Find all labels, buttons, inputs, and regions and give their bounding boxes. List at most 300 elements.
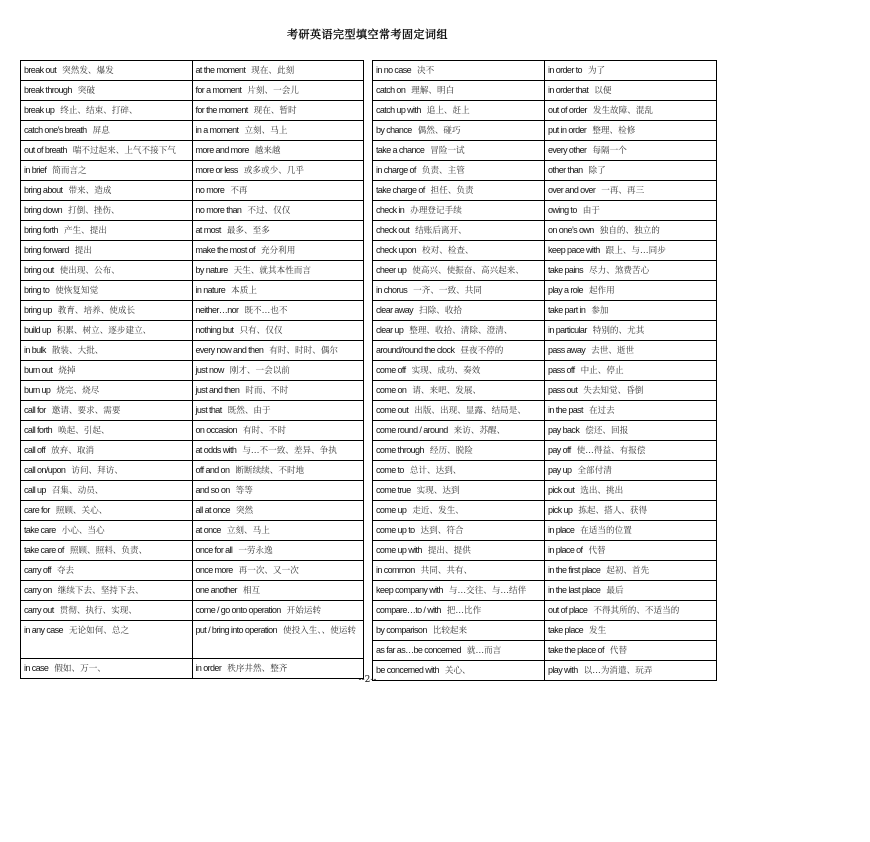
table-row <box>21 221 364 241</box>
phrase-cell <box>192 81 364 101</box>
phrase-english: make the most of <box>195 245 255 255</box>
phrase-cell <box>192 401 364 421</box>
phrase-english: be concerned with <box>376 665 439 675</box>
phrase-english: break up <box>24 105 55 115</box>
phrase-english: in order <box>195 663 222 673</box>
phrase-cell <box>192 241 364 261</box>
table-row <box>21 361 364 381</box>
phrase-meaning: 起作用 <box>588 286 615 296</box>
phrase-meaning: 使恢复知觉 <box>55 286 99 296</box>
phrase-cell <box>373 641 545 661</box>
table-row <box>373 221 717 241</box>
phrase-english: clear away <box>376 305 414 315</box>
phrase-cell <box>21 601 193 621</box>
phrase-meaning: 负责、主管 <box>421 166 465 176</box>
table-row <box>373 141 717 161</box>
phrase-meaning: 整理、收拾、清除、澄清、 <box>409 326 513 336</box>
phrase-meaning: 去世、逝世 <box>591 346 635 356</box>
phrase-cell <box>192 361 364 381</box>
phrase-meaning: 使…得益、有报偿 <box>576 446 646 456</box>
phrase-meaning: 独自的、独立的 <box>599 226 660 236</box>
phrase-cell <box>545 421 717 441</box>
phrase-english: just that <box>195 405 222 415</box>
phrase-english: off and on <box>195 465 230 475</box>
phrase-meaning: 提出 <box>74 246 92 256</box>
phrase-english: at the moment <box>195 65 246 75</box>
table-row <box>21 241 364 261</box>
phrase-cell <box>545 321 717 341</box>
phrase-meaning: 照顾、照料、负责、 <box>69 546 148 556</box>
phrase-english: in no case <box>376 65 412 75</box>
phrase-cell <box>545 201 717 221</box>
phrase-cell <box>192 221 364 241</box>
phrase-cell <box>545 301 717 321</box>
phrase-cell <box>192 561 364 581</box>
phrase-cell <box>545 441 717 461</box>
table-row <box>373 341 717 361</box>
phrase-cell <box>21 101 193 121</box>
phrase-english: keep company with <box>376 585 443 595</box>
phrase-meaning: 无论如何、总之 <box>68 626 130 636</box>
phrase-meaning: 以…为消遣、玩弄 <box>583 666 653 676</box>
phrase-cell <box>21 301 193 321</box>
phrase-english: owing to <box>548 205 577 215</box>
phrase-meaning: 追上、赶上 <box>426 106 470 116</box>
phrase-meaning: 小心、当心 <box>61 526 105 536</box>
phrase-english: come up to <box>376 525 415 535</box>
phrase-english: in place <box>548 525 575 535</box>
phrase-meaning: 代替 <box>609 646 628 656</box>
phrase-cell <box>192 461 364 481</box>
phrase-meaning: 只有、仅仅 <box>239 326 283 336</box>
phrase-cell <box>192 321 364 341</box>
phrase-meaning: 不再 <box>230 186 248 196</box>
phrase-cell <box>21 381 193 401</box>
table-row <box>373 601 717 621</box>
phrase-meaning: 昼夜不停的 <box>460 346 504 356</box>
phrase-english: pay up <box>548 465 572 475</box>
phrase-meaning: 积累、树立、逐步建立、 <box>56 326 152 336</box>
phrase-meaning: 起初、首先 <box>606 566 650 576</box>
phrase-meaning: 每隔一个 <box>592 146 627 156</box>
phrase-cell <box>373 601 545 621</box>
phrase-meaning: 失去知觉、昏倒 <box>583 386 644 396</box>
phrase-meaning: 相互 <box>242 586 261 596</box>
phrase-cell <box>373 81 545 101</box>
table-row <box>373 101 717 121</box>
phrase-cell <box>373 481 545 501</box>
table-row <box>21 141 364 161</box>
table-row <box>21 301 364 321</box>
phrase-cell <box>21 501 193 521</box>
phrase-english: no more <box>195 185 225 195</box>
phrase-meaning: 贯彻、执行、实现、 <box>59 606 137 616</box>
phrase-english: carry out <box>24 605 54 615</box>
table-row <box>373 201 717 221</box>
phrase-english: in the past <box>548 405 583 415</box>
phrase-cell <box>373 341 545 361</box>
phrase-english: call off <box>24 445 46 455</box>
phrase-meaning: 断断续续、不时地 <box>235 466 305 476</box>
table-row <box>21 121 364 141</box>
phrase-cell <box>21 161 193 181</box>
phrase-english: in chorus <box>376 285 408 295</box>
phrase-meaning: 达到、符合 <box>420 526 464 536</box>
phrase-english: in order to <box>548 65 582 75</box>
phrase-cell <box>545 101 717 121</box>
right-phrase-table <box>372 60 717 681</box>
table-row <box>373 361 717 381</box>
phrase-english: break through <box>24 85 72 95</box>
phrase-meaning: 产生、提出 <box>63 226 107 236</box>
phrase-meaning: 中止、停止 <box>580 366 624 376</box>
phrase-cell <box>192 521 364 541</box>
phrase-english: out of breath <box>24 145 67 155</box>
phrase-cell <box>21 541 193 561</box>
phrase-english: come up with <box>376 545 422 555</box>
phrase-meaning: 代替 <box>588 546 606 556</box>
phrase-meaning: 冒险一试 <box>430 146 465 156</box>
phrase-english: in order that <box>548 85 589 95</box>
phrase-cell <box>192 421 364 441</box>
phrase-cell <box>373 321 545 341</box>
phrase-cell <box>373 101 545 121</box>
phrase-english: bring to <box>24 285 50 295</box>
phrase-english: in a moment <box>195 125 239 135</box>
phrase-cell <box>373 201 545 221</box>
phrase-cell <box>373 261 545 281</box>
phrase-meaning: 偿还、回报 <box>585 426 629 436</box>
table-row <box>21 521 364 541</box>
table-row <box>21 321 364 341</box>
phrase-meaning: 提出、提供 <box>427 546 471 556</box>
phrase-cell <box>373 541 545 561</box>
phrase-english: come off <box>376 365 406 375</box>
phrase-cell <box>21 141 193 161</box>
table-row <box>21 601 364 621</box>
phrase-english: for the moment <box>195 105 248 115</box>
phrase-english: by comparison <box>376 625 427 635</box>
phrase-cell <box>373 281 545 301</box>
phrase-english: come through <box>376 445 424 455</box>
phrase-english: pick up <box>548 505 573 515</box>
phrase-english: check out <box>376 225 410 235</box>
phrase-cell <box>192 161 364 181</box>
phrase-cell <box>192 301 364 321</box>
phrase-meaning: 继续下去、坚持下去、 <box>57 586 144 596</box>
phrase-english: take pains <box>548 265 584 275</box>
phrase-cell <box>545 161 717 181</box>
phrase-english: over and over <box>548 185 596 195</box>
phrase-meaning: 秩序井然、整齐 <box>227 664 288 674</box>
phrase-meaning: 除了 <box>588 166 606 176</box>
phrase-meaning: 终止、结束、打碎、 <box>60 106 138 116</box>
phrase-meaning: 不得其所的、不适当的 <box>593 606 680 616</box>
phrase-meaning: 天生、就其本性而言 <box>233 266 311 276</box>
phrase-cell <box>545 401 717 421</box>
phrase-cell <box>373 301 545 321</box>
phrase-meaning: 喘不过起来、上气不接下气 <box>72 146 176 156</box>
phrase-cell <box>545 601 717 621</box>
phrase-english: in particular <box>548 325 587 335</box>
phrase-meaning: 由于 <box>582 206 600 216</box>
phrase-meaning: 访问、拜访、 <box>71 466 123 476</box>
table-row <box>373 161 717 181</box>
phrase-meaning: 假如、万一、 <box>54 664 106 674</box>
document-title: 考研英语完型填空常考固定词组 <box>287 28 448 41</box>
phrase-english: bring forward <box>24 245 69 255</box>
phrase-meaning: 散装、大批、 <box>51 346 104 356</box>
phrase-cell <box>21 401 193 421</box>
phrase-english: take part in <box>548 305 586 315</box>
phrase-cell <box>545 181 717 201</box>
phrase-meaning: 夺去 <box>56 566 75 576</box>
phrase-cell <box>192 341 364 361</box>
phrase-meaning: 再一次、又一次 <box>238 566 299 576</box>
phrase-meaning: 共同、共有、 <box>420 566 473 576</box>
phrase-cell <box>373 161 545 181</box>
phrase-cell <box>192 281 364 301</box>
phrase-meaning: 比较起来 <box>432 626 468 636</box>
phrase-english: burn out <box>24 365 53 375</box>
phrase-cell <box>545 481 717 501</box>
table-row <box>373 61 717 81</box>
phrase-meaning: 尽力、煞费苦心 <box>589 266 650 276</box>
phrase-english: in the first place <box>548 565 601 575</box>
phrase-cell <box>192 541 364 561</box>
table-row <box>21 561 364 581</box>
phrase-english: in case <box>24 663 49 673</box>
phrase-cell <box>192 101 364 121</box>
phrase-meaning: 充分利用 <box>260 246 296 256</box>
phrase-cell <box>545 361 717 381</box>
phrase-english: catch one’s breath <box>24 125 87 135</box>
phrase-english: check in <box>376 205 405 215</box>
phrase-meaning: 使出现、公布、 <box>59 266 120 276</box>
phrase-meaning: 参加 <box>591 306 609 316</box>
phrase-english: more or less <box>195 165 238 175</box>
phrase-english: at once <box>195 525 221 535</box>
phrase-cell <box>545 281 717 301</box>
phrase-cell <box>545 561 717 581</box>
left-phrase-table <box>20 60 364 679</box>
phrase-cell <box>192 201 364 221</box>
table-row <box>21 201 364 221</box>
phrase-meaning: 扫除、收拾 <box>419 306 463 316</box>
phrase-english: play a role <box>548 285 583 295</box>
phrase-cell <box>373 221 545 241</box>
phrase-english: burn up <box>24 385 51 395</box>
table-row <box>373 401 717 421</box>
phrase-english: neither…nor <box>195 305 239 315</box>
phrase-meaning: 出版、出现、显露、结局是、 <box>414 406 526 416</box>
phrase-meaning: 跟上、与…同步 <box>605 246 666 256</box>
phrase-cell <box>373 61 545 81</box>
phrase-english: in the last place <box>548 585 601 595</box>
phrase-cell <box>373 381 545 401</box>
table-row <box>21 341 364 361</box>
phrase-meaning: 越来越 <box>254 146 281 156</box>
phrase-english: in nature <box>195 285 226 295</box>
phrase-cell <box>21 461 193 481</box>
phrase-cell <box>192 481 364 501</box>
phrase-english: catch up with <box>376 105 421 115</box>
phrase-english: come out <box>376 405 409 415</box>
phrase-english: check upon <box>376 245 417 255</box>
table-row <box>21 161 364 181</box>
phrase-english: come to <box>376 465 404 475</box>
phrase-cell <box>545 81 717 101</box>
table-row <box>373 241 717 261</box>
phrase-meaning: 烧掉 <box>58 366 76 376</box>
phrase-english: call on/upon <box>24 465 66 475</box>
phrase-english: by nature <box>195 265 228 275</box>
phrase-meaning: 为了 <box>587 66 606 76</box>
phrase-cell <box>545 381 717 401</box>
phrase-english: come on <box>376 385 407 395</box>
phrase-cell <box>21 621 193 659</box>
phrase-meaning: 简而言之 <box>52 166 87 176</box>
phrase-meaning: 开始运转 <box>286 606 322 616</box>
phrase-cell <box>373 441 545 461</box>
phrase-meaning: 时而、不时 <box>245 386 289 396</box>
phrase-english: pay back <box>548 425 580 435</box>
table-row <box>21 481 364 501</box>
phrase-english: around/round the clock <box>376 345 455 355</box>
table-row <box>373 521 717 541</box>
phrase-meaning: 教育、培养、使成长 <box>57 306 136 316</box>
phrase-english: more and more <box>195 145 249 155</box>
phrase-english: play with <box>548 665 578 675</box>
phrase-meaning: 把…比作 <box>446 606 482 616</box>
phrase-cell <box>545 501 717 521</box>
phrase-meaning: 决不 <box>417 66 435 76</box>
phrase-meaning: 突然发、爆发 <box>62 66 114 76</box>
phrase-meaning: 选出、挑出 <box>580 486 624 496</box>
phrase-cell <box>545 641 717 661</box>
phrase-cell <box>192 581 364 601</box>
phrase-meaning: 一齐、一致、共同 <box>413 286 482 296</box>
phrase-english: bring about <box>24 185 63 195</box>
phrase-cell <box>21 561 193 581</box>
phrase-cell <box>373 521 545 541</box>
phrase-meaning: 以便 <box>594 86 612 96</box>
table-row <box>373 461 717 481</box>
phrase-meaning: 突然 <box>235 506 254 516</box>
phrase-meaning: 刚才、一会以前 <box>229 366 290 376</box>
phrase-english: take the place of <box>548 645 604 655</box>
phrase-cell <box>373 121 545 141</box>
table-row <box>21 281 364 301</box>
phrase-english: at odds with <box>195 445 237 455</box>
phrase-english: build up <box>24 325 51 335</box>
phrase-meaning: 放弃、取消 <box>51 446 95 456</box>
phrase-english: take care <box>24 525 56 535</box>
phrase-cell <box>545 521 717 541</box>
phrase-english: put / bring into operation <box>195 625 277 635</box>
table-row <box>373 321 717 341</box>
table-row <box>373 301 717 321</box>
phrase-english: no more than <box>195 205 242 215</box>
phrase-cell <box>192 141 364 161</box>
phrase-meaning: 全部付清 <box>577 466 612 476</box>
phrase-cell <box>545 461 717 481</box>
phrase-english: take care of <box>24 545 64 555</box>
phrase-english: catch on <box>376 85 406 95</box>
phrase-meaning: 有时、时时、偶尔 <box>269 346 339 356</box>
phrase-english: in any case <box>24 625 63 635</box>
phrase-cell <box>545 261 717 281</box>
phrase-cell <box>545 241 717 261</box>
phrase-meaning: 在过去 <box>588 406 615 416</box>
phrase-english: in common <box>376 565 415 575</box>
phrase-cell <box>21 121 193 141</box>
phrase-meaning: 有时、不时 <box>242 426 286 436</box>
phrase-english: pay off <box>548 445 571 455</box>
phrase-meaning: 特别的、尤其 <box>592 326 645 336</box>
phrase-english: at most <box>195 225 221 235</box>
table-row <box>21 541 364 561</box>
phrase-meaning: 结账后离开、 <box>415 226 467 236</box>
phrase-english: for a moment <box>195 85 242 95</box>
phrase-cell <box>21 221 193 241</box>
phrase-meaning: 或多或少、几乎 <box>243 166 304 176</box>
table-row <box>21 261 364 281</box>
table-row <box>21 461 364 481</box>
phrase-meaning: 在适当的位置 <box>580 526 632 536</box>
phrase-english: in place of <box>548 545 583 555</box>
phrase-meaning: 不过、仅仅 <box>247 206 291 216</box>
phrase-english: nothing but <box>195 325 234 335</box>
phrase-cell <box>192 501 364 521</box>
phrase-meaning: 本质上 <box>231 286 257 296</box>
phrase-meaning: 唤起、引起、 <box>58 426 110 436</box>
phrase-english: on occasion <box>195 425 237 435</box>
phrase-meaning: 带来、造成 <box>68 186 112 196</box>
table-row <box>373 621 717 641</box>
table-row <box>21 181 364 201</box>
phrase-english: take charge of <box>376 185 425 195</box>
phrase-english: bring up <box>24 305 52 315</box>
table-row <box>373 641 717 661</box>
phrase-meaning: 拣起、搭人、获得 <box>578 506 648 516</box>
phrase-english: as far as…be concerned <box>376 645 461 655</box>
phrase-cell <box>373 421 545 441</box>
table-row <box>21 441 364 461</box>
phrase-cell <box>21 481 193 501</box>
phrase-meaning: 实现、成功、奏效 <box>411 366 481 376</box>
phrase-cell <box>545 121 717 141</box>
table-row <box>373 441 717 461</box>
phrase-meaning: 就…而言 <box>466 646 502 656</box>
phrase-cell <box>373 181 545 201</box>
phrase-cell <box>192 441 364 461</box>
table-row <box>373 381 717 401</box>
phrase-english: compare…to / with <box>376 605 441 615</box>
phrase-meaning: 总计、达到、 <box>409 466 462 476</box>
table-row <box>373 281 717 301</box>
phrase-cell <box>21 361 193 381</box>
phrase-meaning: 走近、发生、 <box>412 506 464 516</box>
phrase-meaning: 等等 <box>235 486 253 496</box>
phrase-english: one another <box>195 585 237 595</box>
table-row <box>373 501 717 521</box>
phrase-english: break out <box>24 65 57 75</box>
phrase-meaning: 一再、再三 <box>601 186 645 196</box>
phrase-meaning: 召集、动员、 <box>51 486 104 496</box>
phrase-cell <box>373 241 545 261</box>
phrase-cell <box>21 341 193 361</box>
